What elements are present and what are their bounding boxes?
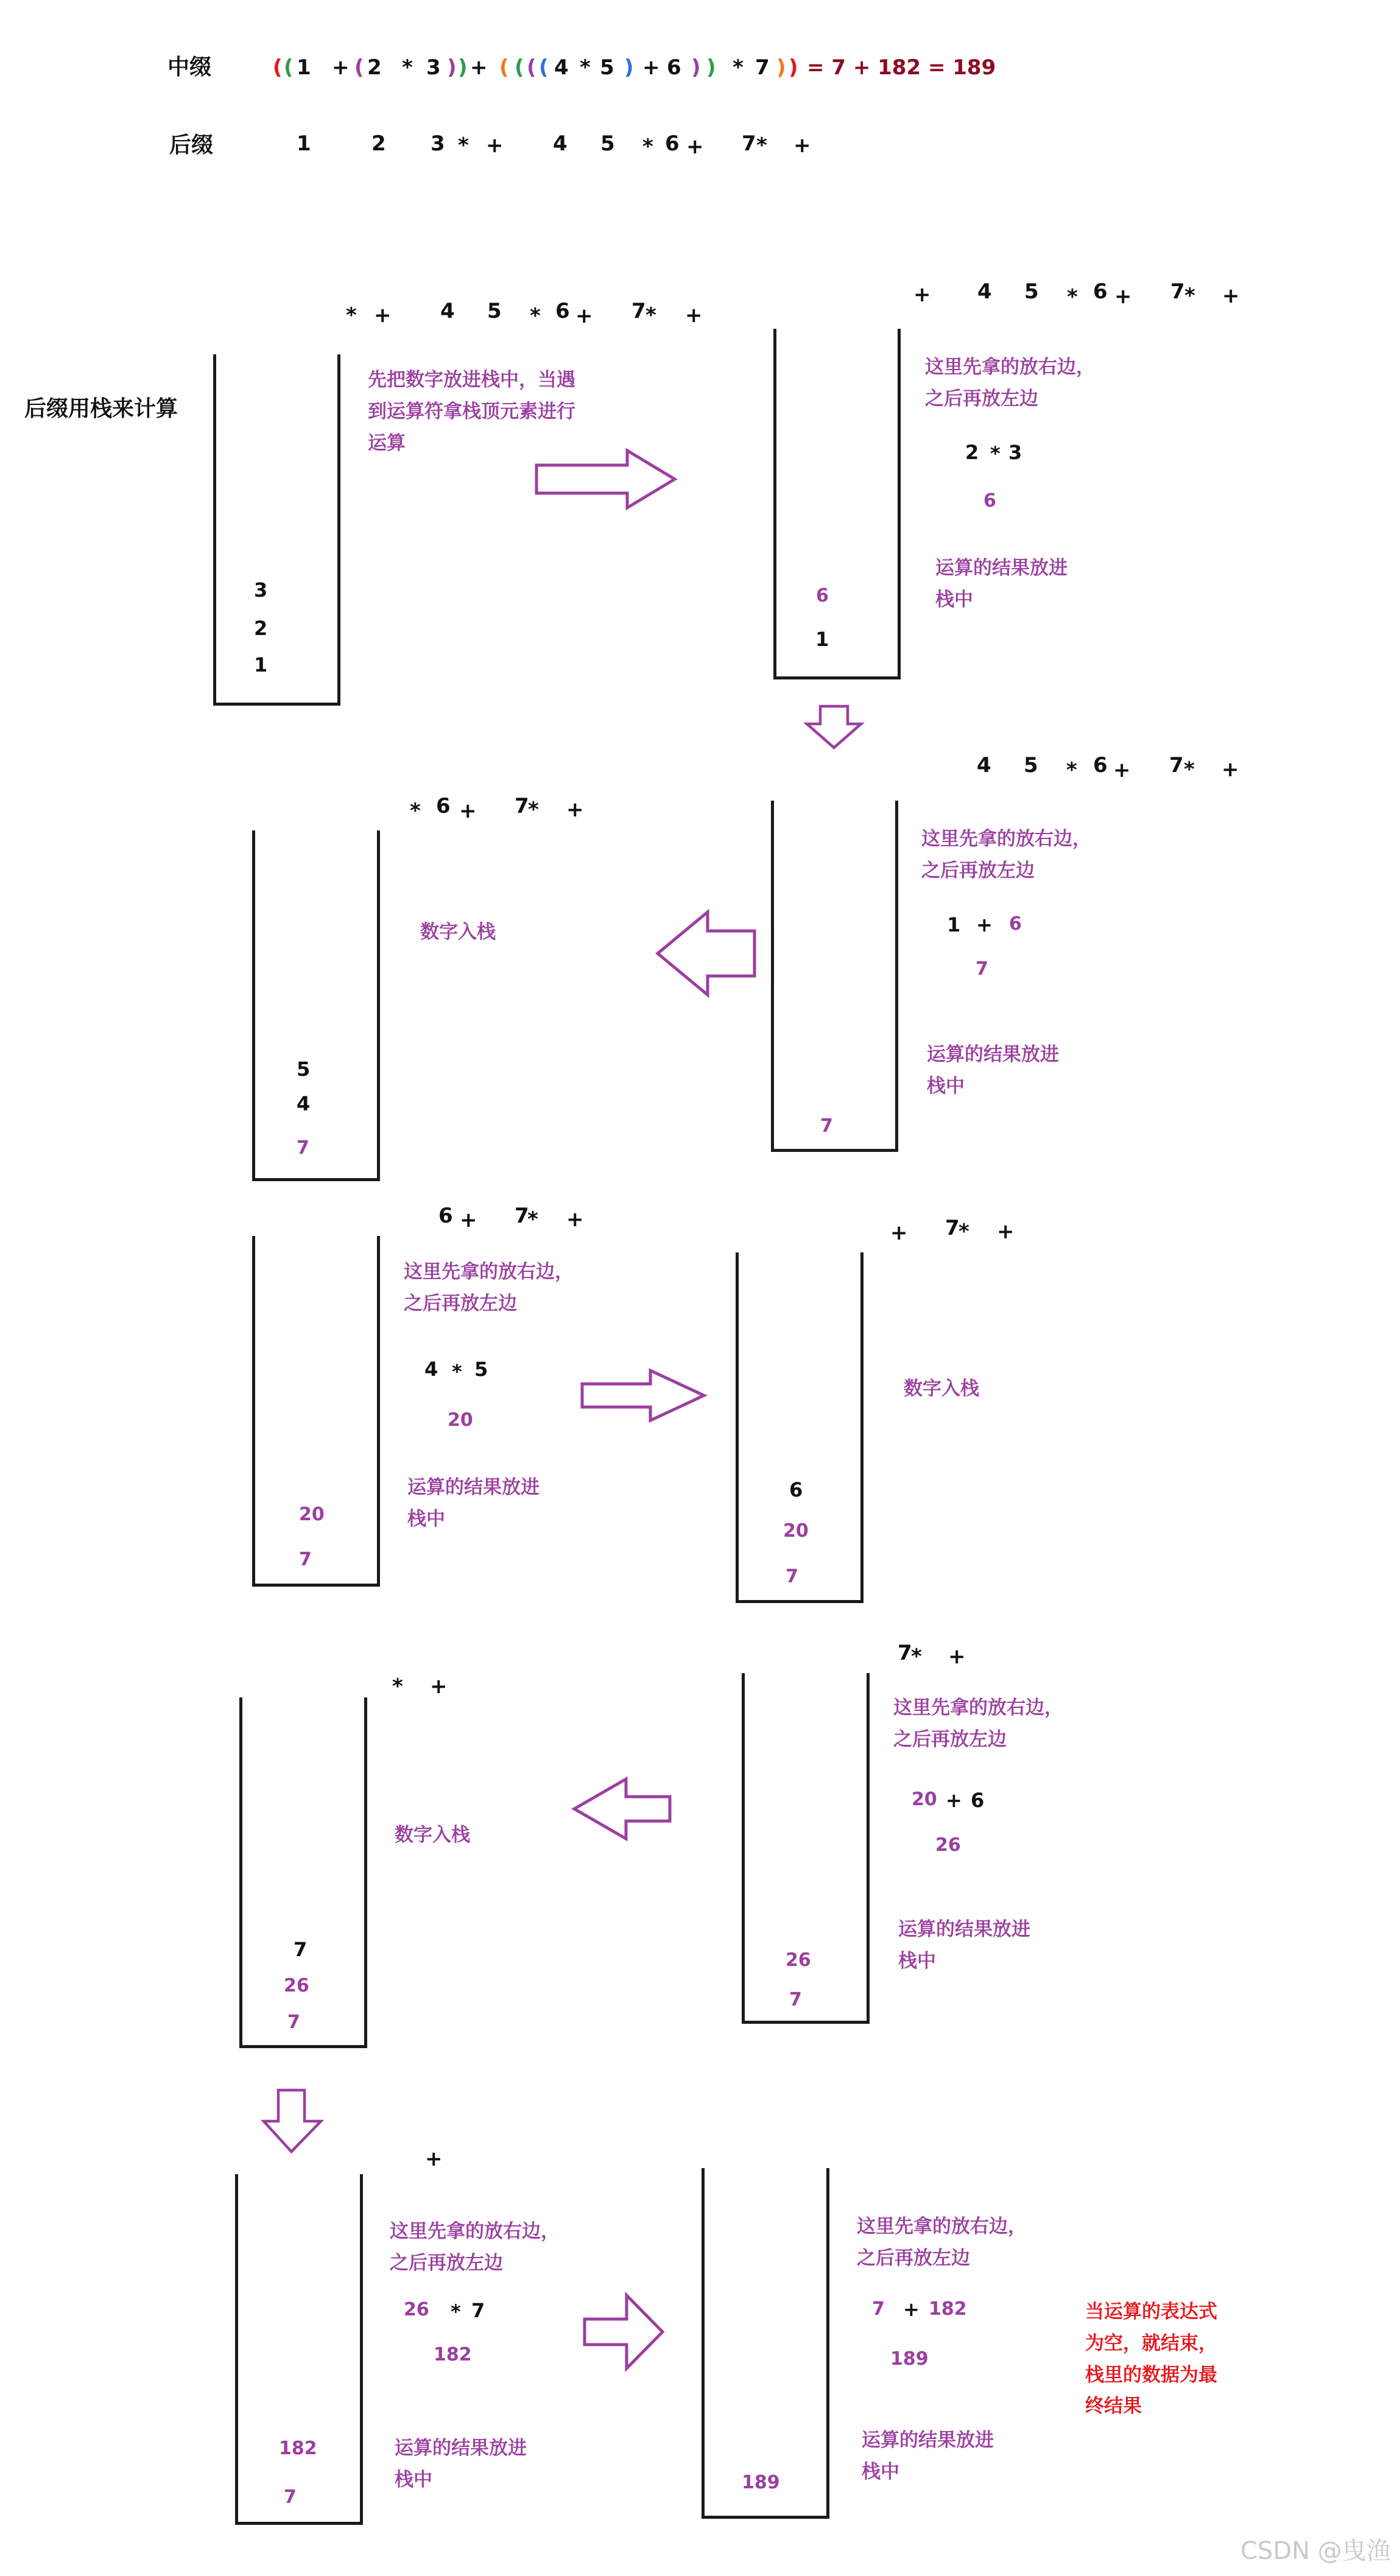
note-result-push: 运算的结果放进 栈中 — [395, 2437, 527, 2491]
stack-item: 2 — [254, 617, 268, 640]
note-final-result: 当运算的表达式为空，就结束，栈里的数据为最终结果 — [1085, 2301, 1217, 2418]
calc-left: 1 — [947, 913, 961, 936]
remaining-token: 5 — [487, 299, 502, 323]
stack-1 — [773, 329, 901, 679]
remaining-token: 7 — [1170, 279, 1185, 304]
stack-item: 4 — [297, 1092, 311, 1115]
note-take-right: 这里先拿的放右边， 之后再放左边 — [404, 1261, 574, 1314]
infix-token: 2 — [367, 55, 382, 80]
calc-result: 20 — [448, 1409, 473, 1431]
arrow-right-icon — [583, 2293, 665, 2370]
remaining-token: 7 — [1169, 753, 1184, 777]
remaining-token: 7 — [631, 299, 646, 323]
remaining-token: * — [1067, 285, 1078, 309]
infix-token: 5 — [600, 55, 614, 80]
postfix-token: 7 — [742, 132, 756, 156]
remaining-token: + — [374, 303, 392, 328]
remaining-token: + — [460, 1208, 477, 1232]
postfix-token: + — [486, 133, 504, 158]
calc-left: 20 — [912, 1789, 937, 1810]
stack-item: 5 — [297, 1058, 311, 1081]
calc-op: * — [452, 1360, 462, 1383]
stack-item: 6 — [789, 1478, 803, 1501]
note-take-right: 这里先拿的放右边， 之后再放左边 — [925, 356, 1095, 410]
infix-token: ( — [515, 55, 524, 80]
infix-token: 6 — [667, 55, 681, 80]
infix-token: ) — [447, 55, 457, 80]
remaining-token: 7 — [945, 1216, 960, 1240]
calc-left: 26 — [404, 2299, 429, 2320]
remaining-token: + — [685, 303, 703, 328]
section-label: 后缀用栈来计算 — [24, 396, 178, 421]
note-take-right: 这里先拿的放右边， 之后再放左边 — [893, 1697, 1063, 1750]
remaining-token: 6 — [555, 299, 570, 323]
remaining-token: + — [913, 283, 931, 307]
postfix-token: 1 — [297, 132, 311, 156]
postfix-token: 6 — [665, 132, 680, 156]
postfix-token: 4 — [553, 132, 568, 156]
note-push-operands: 先把数字放进栈中，当遇到运算符拿栈顶元素进行运算 — [368, 369, 575, 454]
infix-token: 3 — [426, 55, 441, 80]
calc-op: * — [451, 2300, 461, 2323]
stack-item: 7 — [820, 1115, 833, 1137]
arrow-right-icon — [580, 1369, 706, 1422]
calc-result: 6 — [983, 490, 996, 511]
remaining-token: 6 — [438, 1204, 453, 1228]
calc-right: 182 — [929, 2298, 967, 2320]
remaining-token: + — [575, 304, 593, 328]
remaining-token: 7 — [515, 1204, 529, 1228]
infix-token: 7 — [755, 55, 770, 80]
stack-item: 7 — [284, 2487, 297, 2508]
infix-token: ( — [527, 55, 536, 80]
postfix-token: 3 — [431, 132, 445, 156]
calc-left: 4 — [424, 1358, 438, 1381]
remaining-token: 7 — [515, 794, 529, 818]
stack-item: 7 — [297, 1137, 309, 1159]
remaining-token: + — [948, 1644, 966, 1669]
infix-token: ) — [789, 55, 798, 80]
arrow-right-icon — [535, 449, 678, 510]
arrow-left-icon — [656, 910, 756, 997]
stack-4 — [252, 1236, 380, 1587]
calc-result: 189 — [890, 2348, 929, 2370]
infix-token: * — [580, 55, 591, 80]
stack-item: 7 — [789, 1989, 802, 2010]
remaining-token: + — [1113, 758, 1131, 782]
calc-result: 182 — [434, 2344, 472, 2365]
remaining-token: + — [430, 1674, 448, 1699]
remaining-token: + — [1222, 757, 1239, 782]
calc-right: 5 — [474, 1358, 488, 1381]
infix-token: ( — [499, 55, 509, 80]
infix-token: ) — [776, 55, 786, 80]
infix-token: + — [332, 55, 350, 80]
remaining-token: + — [1114, 284, 1132, 309]
stack-item: 1 — [815, 628, 829, 651]
stack-item: 7 — [786, 1566, 798, 1587]
stack-item: 26 — [786, 1950, 811, 1971]
postfix-token: + — [686, 135, 704, 159]
remaining-token: 6 — [1093, 753, 1108, 777]
remaining-token: + — [566, 1207, 584, 1232]
note-take-right: 这里先拿的放右边， 之后再放左边 — [390, 2220, 560, 2274]
note-push-number: 数字入栈 — [395, 1824, 470, 1846]
stack-9 — [702, 2168, 829, 2519]
calc-right: 6 — [971, 1789, 985, 1812]
remaining-token: * — [392, 1674, 403, 1699]
stack-2 — [771, 801, 898, 1152]
remaining-token: * — [645, 303, 656, 328]
calc-op: + — [946, 1789, 962, 1812]
postfix-token: * — [756, 133, 767, 158]
calc-left: 2 — [965, 441, 979, 464]
stack-item: 6 — [816, 585, 829, 606]
calc-op: + — [903, 2298, 920, 2321]
calc-op: + — [976, 913, 993, 936]
infix-token: ) — [458, 55, 468, 80]
remaining-token: 7 — [898, 1641, 912, 1665]
note-push-number: 数字入栈 — [904, 1378, 979, 1400]
note-result-push: 运算的结果放进 栈中 — [407, 1476, 540, 1530]
postfix-token: 2 — [371, 132, 386, 156]
arrow-left-icon — [572, 1777, 672, 1841]
postfix-token: * — [458, 133, 469, 158]
stack-item: 3 — [254, 578, 268, 602]
stack-item: 182 — [279, 2438, 317, 2459]
stack-item: 189 — [742, 2472, 780, 2493]
remaining-token: * — [528, 798, 539, 822]
remaining-token: * — [530, 304, 541, 328]
stack-8 — [235, 2174, 363, 2525]
infix-token: ( — [284, 55, 294, 80]
remaining-token: * — [959, 1220, 969, 1244]
remaining-token: + — [1222, 284, 1240, 308]
infix-token: + — [470, 55, 488, 80]
remaining-token: + — [459, 799, 477, 823]
remaining-token: 5 — [1024, 753, 1038, 777]
remaining-token: * — [911, 1644, 922, 1669]
arrow-down-icon — [805, 704, 863, 749]
watermark: CSDN @曳渔 — [1240, 2537, 1391, 2565]
calc-right: 7 — [471, 2299, 485, 2322]
stack-0 — [213, 354, 340, 706]
infix-token: ( — [539, 55, 549, 80]
remaining-token: + — [997, 1220, 1015, 1244]
infix-token: + — [642, 55, 660, 80]
remaining-token: 4 — [977, 753, 991, 777]
postfix-label: 后缀 — [169, 133, 214, 158]
note-take-right: 这里先拿的放右边， 之后再放左边 — [857, 2216, 1027, 2269]
remaining-token: + — [566, 798, 584, 822]
remaining-token: 4 — [440, 299, 455, 323]
stack-item: 20 — [299, 1504, 325, 1525]
calc-result: 7 — [976, 958, 988, 980]
calc-right: 6 — [1009, 913, 1022, 935]
calc-left: 7 — [872, 2298, 885, 2320]
infix-token: * — [402, 55, 413, 80]
remaining-token: * — [1184, 284, 1195, 308]
remaining-token: 6 — [436, 794, 451, 818]
remaining-token: * — [1184, 757, 1195, 782]
remaining-token: * — [527, 1207, 538, 1232]
calc-right: 3 — [1008, 441, 1022, 464]
stack-item: 1 — [254, 653, 268, 676]
infix-token: ( — [273, 55, 283, 80]
stack-item: 7 — [299, 1549, 312, 1570]
arrow-down-icon — [262, 2088, 323, 2153]
calc-op: * — [990, 442, 1001, 465]
postfix-token: 5 — [600, 132, 615, 156]
infix-token: 1 — [297, 55, 311, 80]
note-result-push: 运算的结果放进 栈中 — [935, 557, 1068, 611]
stack-6 — [742, 1673, 870, 2024]
note-push-number: 数字入栈 — [420, 921, 496, 943]
infix-token: ) — [691, 55, 701, 80]
remaining-token: + — [890, 1221, 908, 1245]
infix-token: * — [733, 55, 744, 80]
calc-result: 26 — [935, 1834, 961, 1856]
stack-item: 7 — [287, 2012, 300, 2033]
stack-item: 20 — [783, 1520, 809, 1542]
note-take-right: 这里先拿的放右边， 之后再放左边 — [921, 828, 1091, 882]
remaining-token: 6 — [1093, 279, 1108, 304]
remaining-token: 4 — [977, 279, 992, 304]
infix-label: 中缀 — [167, 55, 212, 80]
remaining-token: * — [1066, 758, 1077, 782]
infix-token: ) — [624, 55, 634, 80]
infix-token: ) — [706, 55, 716, 80]
stack-3 — [252, 830, 380, 1181]
stack-item: 7 — [294, 1938, 308, 1961]
infix-result: = 7 + 182 = 189 — [807, 55, 996, 80]
remaining-token: + — [425, 2147, 443, 2171]
postfix-token: * — [642, 135, 653, 159]
postfix-token: + — [793, 133, 811, 158]
note-result-push: 运算的结果放进 栈中 — [898, 1918, 1030, 1972]
remaining-token: 5 — [1024, 279, 1039, 304]
infix-token: ( — [354, 55, 364, 80]
remaining-token: * — [346, 303, 357, 328]
stack-item: 26 — [284, 1975, 309, 1996]
note-result-push: 运算的结果放进 栈中 — [927, 1044, 1059, 1097]
remaining-token: * — [410, 799, 421, 823]
note-result-push: 运算的结果放进 栈中 — [862, 2429, 994, 2483]
infix-token: 4 — [554, 55, 569, 80]
stack-5 — [736, 1252, 864, 1603]
